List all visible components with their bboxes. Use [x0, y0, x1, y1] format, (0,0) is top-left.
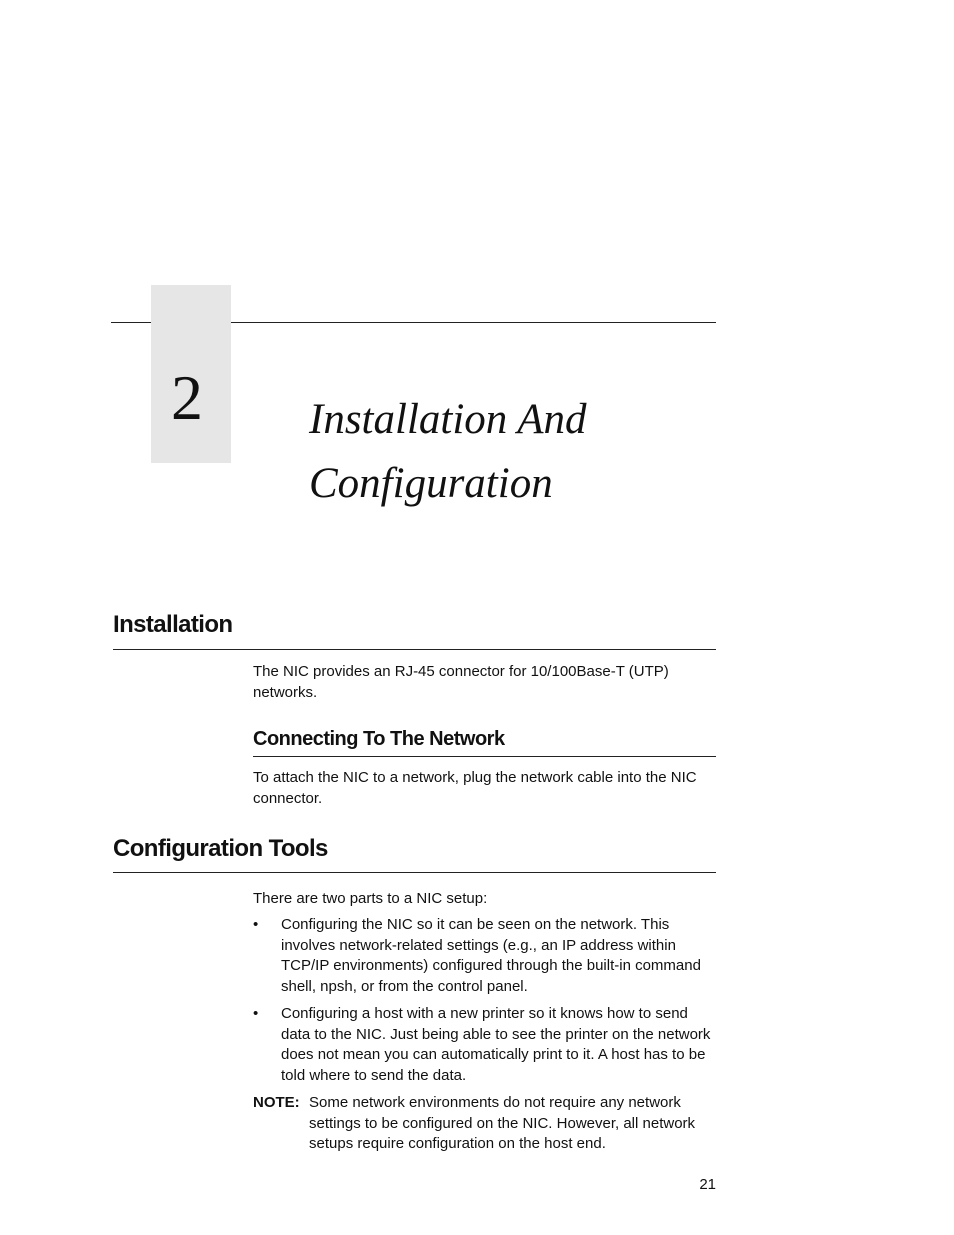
bullet-text: Configuring the NIC so it can be seen on the network. This involves network-related settings (e.g., an IP address within TCP/IP environments) configured through the built-in command shell, npsh, or from the control panel.: [281, 916, 701, 995]
bullet-icon: •: [253, 1005, 259, 1022]
config-tools-heading: Configuration Tools: [113, 835, 328, 862]
connecting-rule: [253, 756, 716, 757]
chapter-title-line-1: Installation And: [309, 396, 587, 443]
config-tools-intro: There are two parts to a NIC setup:: [253, 890, 488, 907]
list-item: [253, 915, 718, 997]
installation-intro: The NIC provides an RJ-45 connector for 10/100Base-T (UTP) networks.: [253, 663, 669, 701]
connecting-text: To attach the NIC to a network, plug the network cable into the NIC connector.: [253, 769, 697, 807]
config-tools-rule: [113, 872, 716, 873]
note-label: NOTE:: [253, 1094, 300, 1111]
chapter-title-line-2: Configuration: [309, 460, 553, 507]
connecting-heading: Connecting To The Network: [253, 728, 505, 750]
bullet-text: Configuring a host with a new printer so it knows how to send data to the NIC. Just being able to see the printer on the network does not mean you can automatically print to it. A host has to be told where to send the data.: [281, 1005, 711, 1084]
page-number: 21: [699, 1176, 716, 1193]
note-text: Some network environments do not require any network settings to be configured on the NIC. However, all network setups require configuration on the host end.: [309, 1094, 696, 1152]
chapter-title: [309, 388, 587, 516]
installation-heading: Installation: [113, 611, 233, 638]
note: [253, 1093, 718, 1155]
list-item: [253, 1004, 718, 1086]
bullet-icon: •: [253, 916, 259, 933]
installation-rule: [113, 649, 716, 650]
chapter-number: 2: [171, 362, 203, 433]
chapter-rule-left: [111, 322, 151, 323]
config-tools-bullets: [253, 915, 718, 1093]
chapter-rule-right: [231, 322, 716, 323]
